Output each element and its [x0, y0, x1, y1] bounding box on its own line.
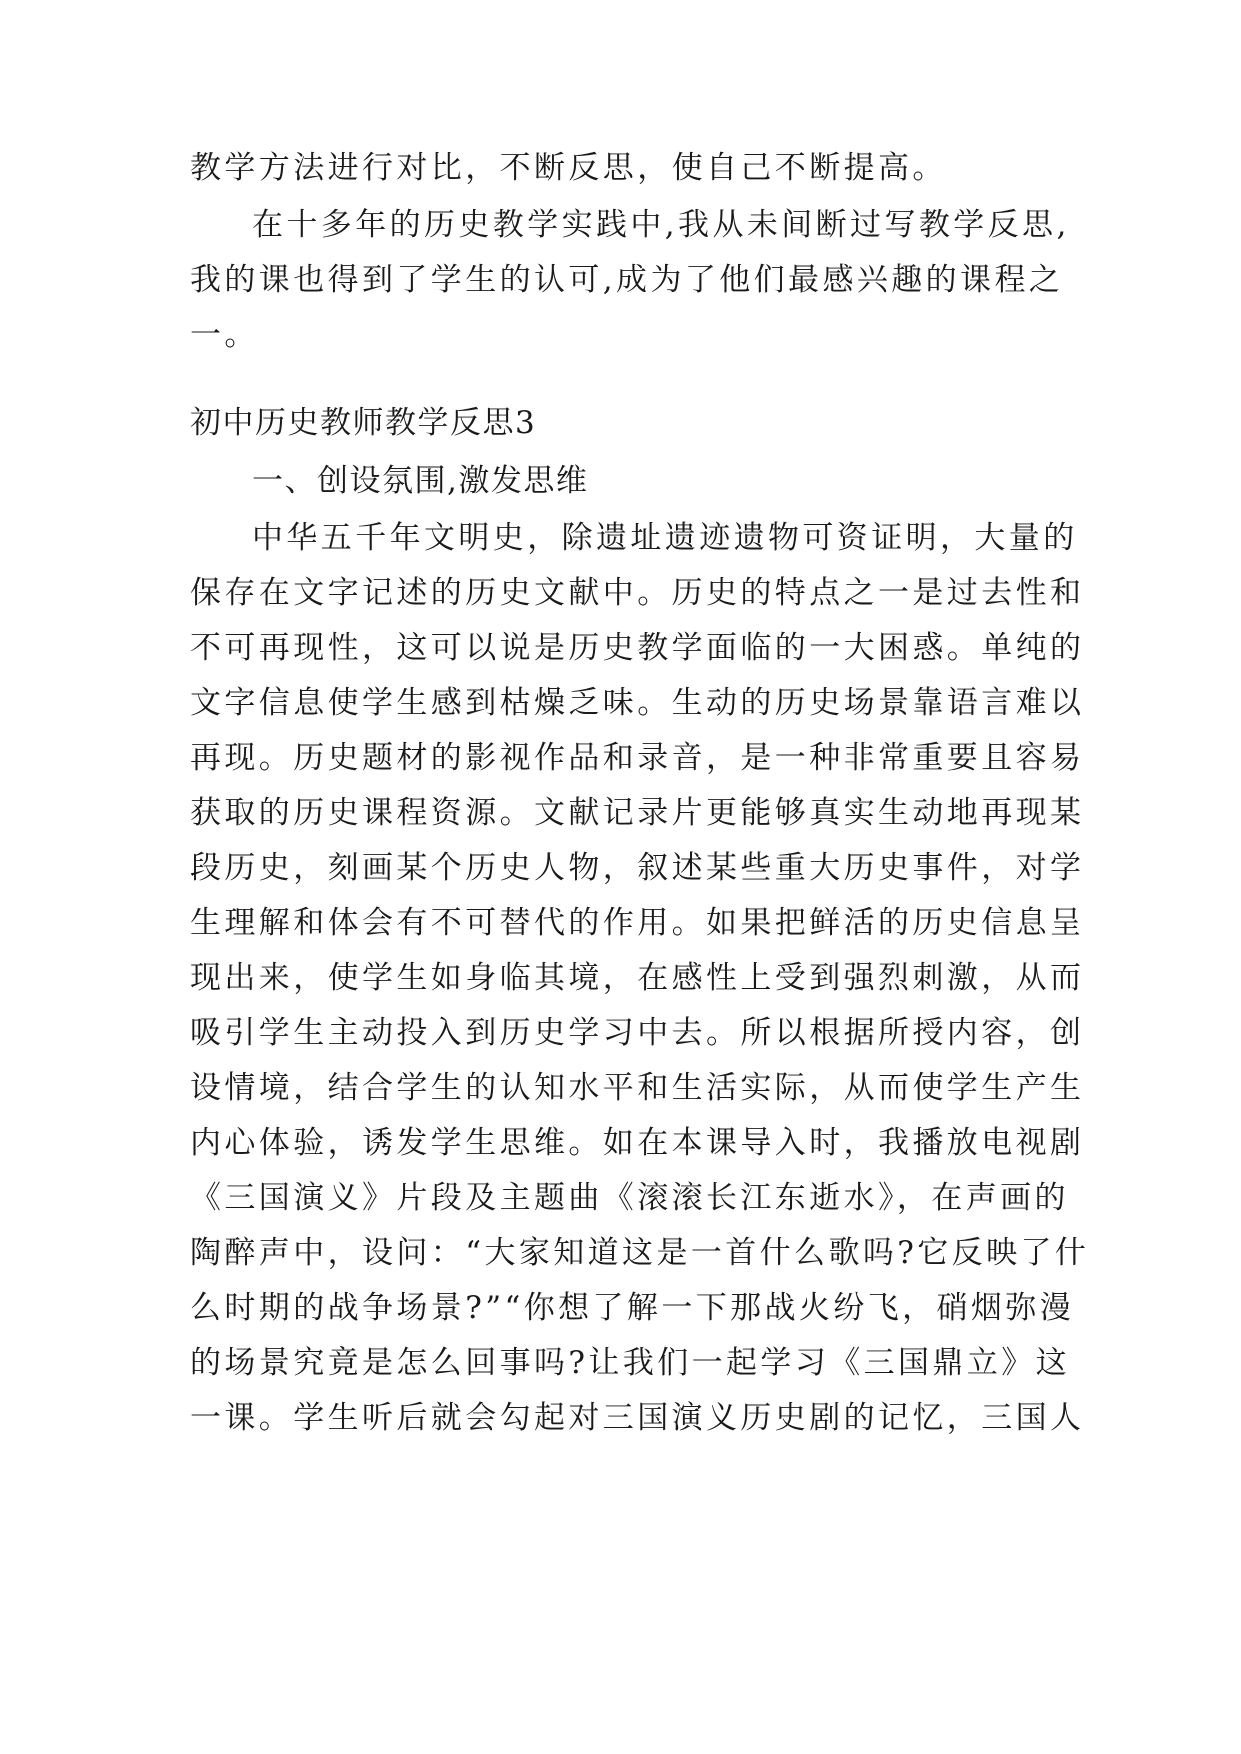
paragraph-line: 不可再现性，这可以说是历史教学面临的一大困惑。单纯的	[190, 630, 1085, 666]
paragraph-line: 段历史，刻画某个历史人物，叙述某些重大历史事件，对学	[190, 850, 1085, 886]
paragraph-line: 内心体验，诱发学生思维。如在本课导入时，我播放电视剧	[190, 1125, 1085, 1161]
paragraph-line: 一课。学生听后就会勾起对三国演义历史剧的记忆，三国人	[190, 1400, 1085, 1436]
paragraph-line: 么时期的战争场景?”“你想了解一下那战火纷飞，硝烟弥漫	[190, 1290, 1075, 1326]
paragraph-line: 教学方法进行对比，不断反思，使自己不断提高。	[190, 150, 947, 186]
paragraph-line: 《三国演义》片段及主题曲《滚滚长江东逝水》，在声画的	[190, 1180, 1069, 1216]
paragraph-line: 在十多年的历史教学实践中,我从未间断过写教学反思,	[252, 207, 1070, 243]
paragraph-line: 获取的历史课程资源。文献记录片更能够真实生动地再现某	[190, 795, 1085, 831]
paragraph-line: 的场景究竟是怎么回事吗?让我们一起学习《三国鼎立》这	[190, 1345, 1071, 1381]
paragraph-line: 设情境，结合学生的认知水平和生活实际，从而使学生产生	[190, 1070, 1085, 1106]
section-title: 初中历史教师教学反思3	[190, 405, 537, 441]
subheading: 一、创设氛围,激发思维	[252, 463, 589, 499]
paragraph-line: 保存在文字记述的历史文献中。历史的特点之一是过去性和	[190, 575, 1085, 611]
paragraph-line: 吸引学生主动投入到历史学习中去。所以根据所授内容，创	[190, 1015, 1085, 1051]
paragraph-line: 再现。历史题材的影视作品和录音，是一种非常重要且容易	[190, 740, 1085, 776]
paragraph-line: 文字信息使学生感到枯燥乏味。生动的历史场景靠语言难以	[190, 685, 1085, 721]
paragraph-line: 陶醉声中，设问：“大家知道这是一首什么歌吗?它反映了什	[190, 1235, 1090, 1271]
paragraph-line: 我的课也得到了学生的认可,成为了他们最感兴趣的课程之	[190, 262, 1064, 298]
paragraph-line: 生理解和体会有不可替代的作用。如果把鲜活的历史信息呈	[190, 905, 1085, 941]
paragraph-line: 现出来，使学生如身临其境，在感性上受到强烈刺激，从而	[190, 960, 1085, 996]
paragraph-line: 中华五千年文明史，除遗址遗迹遗物可资证明，大量的	[252, 520, 1078, 556]
paragraph-line: 一。	[190, 317, 259, 353]
